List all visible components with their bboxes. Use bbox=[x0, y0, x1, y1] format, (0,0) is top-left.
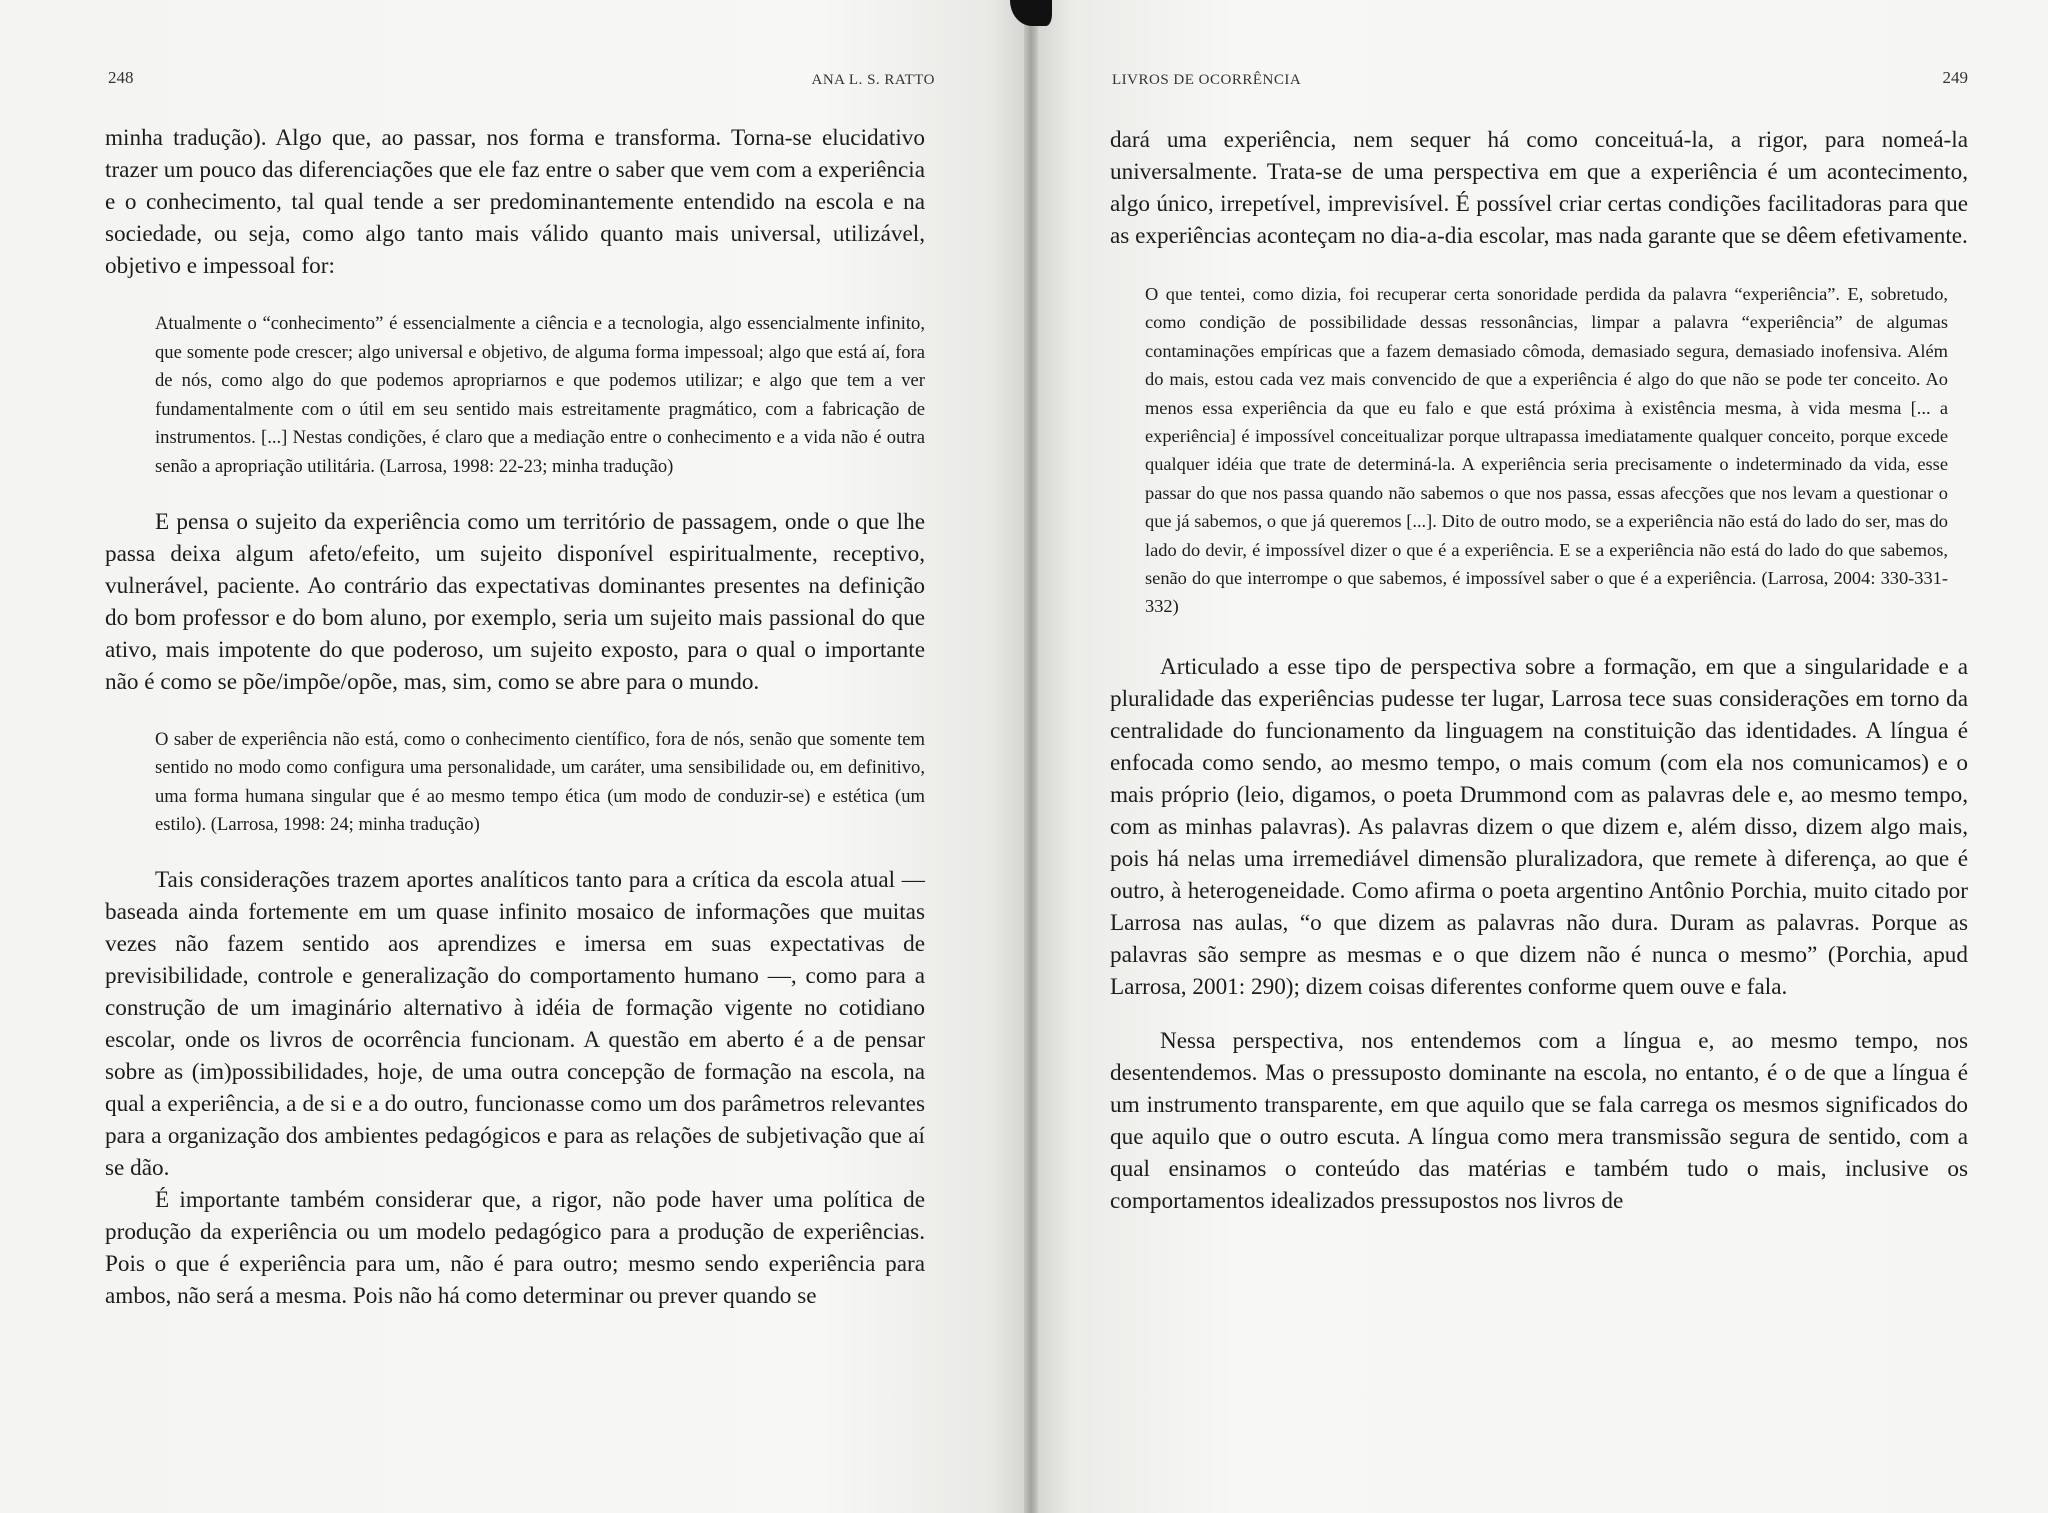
paragraph: dará uma experiência, nem sequer há como conceituá-la, a rigor, para nomeá-la universalmente. Trata-se de uma perspectiva em que a experiência é um acontecimento, algo único, irrepetível, imprevisível. É possível criar certas condições facilitadoras para que as experiências aconteçam no dia-a-dia escolar, mas nada garante que se dêem efetivamente. bbox=[1110, 127, 1968, 249]
right-page bbox=[1030, 0, 2048, 1513]
running-head: ANA L. S. RATTO bbox=[811, 72, 935, 88]
page-body bbox=[105, 122, 925, 1312]
paragraph: É importante também considerar que, a rigor, não pode haver uma política de produção da experiência ou um modelo pedagógico para a produção de experiências. Pois o que é experiência para um, não é para outro; mesmo sendo experiência para ambos, não será a mesma. Pois não há como determinar ou prever quando se bbox=[105, 1186, 925, 1309]
paragraph: E pensa o sujeito da experiência como um território de passagem, onde o que lhe passa deixa algum afeto/efeito, um sujeito disponível espiritualmente, receptivo, vulnerável, paciente. Ao contrário das expectativas dominantes presentes na definição do bom professor e do bom aluno, por exemplo, seria um sujeito mais passional do que ativo, mais impotente do que poderoso, um sujeito exposto, para o qual o importante não é como se põe/impõe/opõe, mas, sim, como se abre para o mundo. bbox=[105, 508, 925, 695]
block-quote: Atualmente o “conhecimento” é essencialmente a ciência e a tecnologia, algo essencialmente infinito, que somente pode crescer; algo universal e objetivo, de alguma forma impessoal; algo que está aí, fora de nós, como algo do que podemos apropriarnos e que podemos utilizar; e algo que tem a ver fundamentalmente com o útil em seu sentido mais estreitamente pragmático, com a fabricação de instrumentos. [...] Nestas condições, é claro que a mediação entre o conhecimento e a vida não é outra senão a apropriação utilitária. (Larrosa, 1998: 22-23; minha tradução) bbox=[155, 313, 925, 477]
paragraph: minha tradução). Algo que, ao passar, nos forma e transforma. Torna-se elucidativo trazer um pouco das diferenciações que ele faz entre o saber que vem com a experiência e o conhecimento, tal qual tende a ser predominantemente entendido na escola e na sociedade, ou seja, como algo tanto mais válido quanto mais universal, utilizável, objetivo e impessoal for: bbox=[105, 125, 925, 279]
paragraph: Articulado a esse tipo de perspectiva sobre a formação, em que a singularidade e a pluralidade das experiências pudesse ter lugar, Larrosa tece suas considerações em torno da centralidade do funcionamento da linguagem na constituição das identidades. A língua é enfocada como sendo, ao mesmo tempo, o mais comum (com ela nos comunicamos) e o mais próprio (leio, digamos, o poeta Drummond com as palavras dele e, ao mesmo tempo, com as minhas palavras). As palavras dizem o que dizem e, além disso, dizem algo mais, pois há nelas uma irremediável dimensão pluralizadora, que remete à diferença, ao que é outro, à heterogeneidade. Como afirma o poeta argentino Antônio Porchia, muito citado por Larrosa nas aulas, “o que dizem as palavras não dura. Duram as palavras. Porque as palavras são sempre as mesmas e o que dizem não é nunca o mesmo” (Porchia, apud Larrosa, 2001: 290); dizem coisas diferentes conforme quem ouve e fala. bbox=[1110, 653, 1968, 1000]
block-quote: O que tentei, como dizia, foi recuperar certa sonoridade perdida da palavra “experiência”. E, sobretudo, como condição de possibilidade dessas ressonâncias, limpar a palavra “experiência” de algumas contaminações empíricas que a fazem demasiado cômoda, demasiado segura, demasiado inofensiva. Além do mais, estou cada vez mais convencido de que a experiência é algo do que não se pode ter conceito. Ao menos essa experiência da que eu falo e que está próxima à existência mesma, à vida mesma [... a experiência] é impossível conceitualizar porque ultrapassa imediatamente qualquer conceito, porque excede qualquer idéia que trate de determiná-la. A experiência seria precisamente o indeterminado da vida, esse passar do que nos passa quando não sabemos o que nos passa, essas afecções que nos levam a questionar o que já sabemos, o que já queremos [...]. Dito de outro modo, se a experiência não está do lado do ser, mas do lado do devir, é impossível dizer o que é a experiência. E se a experiência não está do lado do que sabemos, senão do que interrompe o que sabemos, é impossível saber o que é a experiência. (Larrosa, 2004: 330-331-332) bbox=[1145, 284, 1948, 617]
page-number: 248 bbox=[108, 68, 134, 87]
book-gutter bbox=[1024, 0, 1038, 1513]
running-head: LIVROS DE OCORRÊNCIA bbox=[1112, 72, 1302, 88]
paragraph: Nessa perspectiva, nos entendemos com a língua e, ao mesmo tempo, nos desentendemos. Mas o pressuposto dominante na escola, no entanto, é o de que a língua é um instrumento transparente, em que aquilo que se fala carrega os mesmos significados do que aquilo que o outro escuta. A língua como mera transmissão segura de sentido, com a qual ensinamos o conteúdo das matérias e também tudo o mais, inclusive os comportamentos idealizados pressupostos nos livros de bbox=[1110, 1027, 1968, 1214]
page-number: 249 bbox=[1942, 68, 1968, 87]
block-quote: O saber de experiência não está, como o conhecimento científico, fora de nós, senão que somente tem sentido no modo como configura uma personalidade, um caráter, uma sensibilidade ou, em definitivo, uma forma humana singular que é ao mesmo tempo ética (um modo de conduzir-se) e estética (um estilo). (Larrosa, 1998: 24; minha tradução) bbox=[155, 728, 925, 836]
page-body bbox=[1110, 124, 1968, 1217]
paragraph: Tais considerações trazem aportes analíticos tanto para a crítica da escola atual — baseada ainda fortemente em um quase infinito mosaico de informações que muitas vezes não fazem sentido aos aprendizes e imersa em suas expectativas de previsibilidade, controle e generalização do comportamento humano —, como para a construção de um imaginário alternativo à idéia de formação vigente no cotidiano escolar, onde os livros de ocorrência funcionam. A questão em aberto é a de pensar sobre as (im)possibilidades, hoje, de uma outra concepção de formação na escola, na qual a experiência, a de si e a do outro, funcionasse como um dos parâmetros relevantes para a organização dos ambientes pedagógicos e para as relações de subjetivação que aí se dão. bbox=[105, 866, 925, 1181]
